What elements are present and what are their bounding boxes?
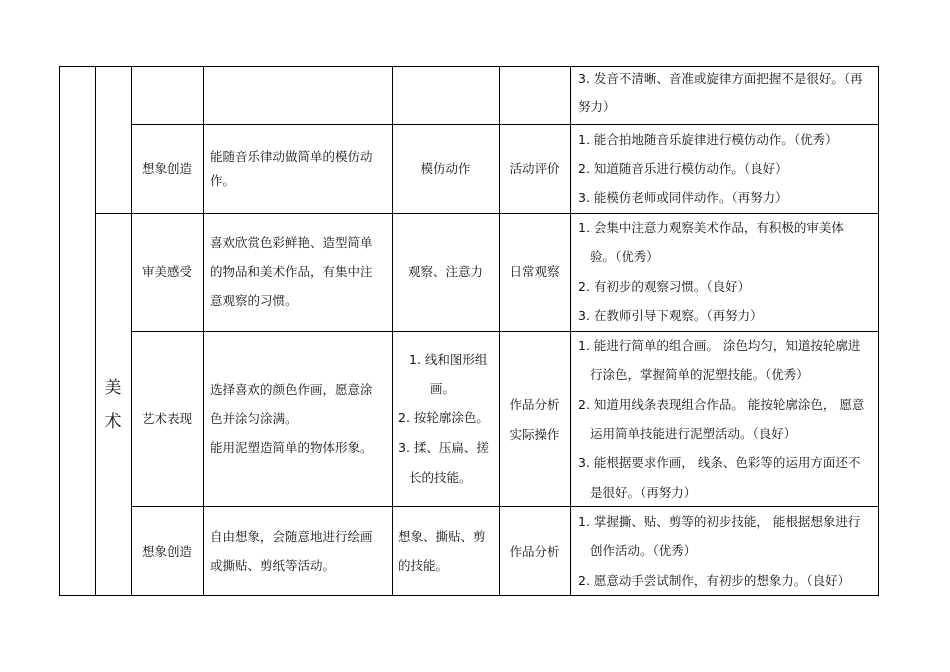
row-divider: [95, 213, 879, 214]
goal-line: 意观察的习惯。: [210, 293, 298, 308]
criteria-line: 1. 会集中注意力观察美术作品，有积极的审美体: [578, 220, 844, 235]
focus-line: 画。: [430, 381, 456, 396]
goal-line: 喜欢欣赏色彩鲜艳、造型简单: [210, 235, 373, 250]
criteria-line: 2. 愿意动手尝试制作，有初步的想象力。（良好）: [578, 573, 851, 588]
criteria-line: 努力）: [578, 99, 616, 114]
method-line: 作品分析: [509, 397, 560, 412]
focus-line: 1. 线和图形组: [409, 352, 488, 367]
criteria-line: 1. 能合拍地随音乐旋律进行模仿动作。（优秀）: [578, 132, 838, 147]
focus-line: 长的技能。: [409, 470, 472, 485]
goal-line: 作。: [210, 173, 236, 188]
criteria-line: 3. 能根据要求作画， 线条、色彩等的运用方面还不: [578, 455, 861, 470]
sub-domain-label: 想象创造: [141, 544, 192, 559]
criteria-line: 2. 有初步的观察习惯。（良好）: [578, 279, 751, 294]
criteria-line: 验。（优秀）: [590, 249, 659, 264]
criteria-line: 2. 知道随音乐进行模仿动作。（良好）: [578, 161, 788, 176]
focus-text: 观察、注意力: [407, 264, 483, 279]
row-divider: [131, 506, 879, 507]
goal-line: 能用泥塑造简单的物体形象。: [210, 440, 373, 455]
method-text: 作品分析: [509, 544, 560, 559]
domain-label-char: 美: [104, 378, 122, 398]
criteria-line: 1. 掌握撕、贴、剪等的初步技能， 能根据想象进行: [578, 514, 861, 529]
sub-domain-label: 艺术表现: [141, 411, 192, 426]
criteria-line: 是很好。（再努力）: [590, 485, 697, 500]
criteria-line: 运用简单技能进行泥塑活动。（良好）: [590, 426, 797, 441]
domain-label-char: 术: [104, 412, 122, 432]
goal-line: 能随音乐律动做简单的模仿动: [210, 149, 373, 164]
criteria-line: 创作活动。（优秀）: [590, 543, 697, 558]
criteria-line: 3. 发音不清晰、音准或旋律方面把握不是很好。（再: [578, 71, 863, 86]
row-divider: [131, 331, 879, 332]
table-border-bottom: [59, 595, 879, 596]
criteria-line: 行涂色，掌握简单的泥塑技能。（优秀）: [590, 367, 809, 382]
goal-line: 或撕贴、剪纸等活动。: [210, 558, 336, 573]
sub-domain-label: 审美感受: [141, 264, 192, 279]
focus-line: 想象、撕贴、剪: [398, 529, 486, 544]
goal-line: 色并涂匀涂满。: [210, 411, 298, 426]
focus-line: 的技能。: [398, 558, 449, 573]
criteria-line: 3. 在教师引导下观察。（再努力）: [578, 308, 763, 323]
criteria-line: 2. 知道用线条表现组合作品。 能按轮廓涂色， 愿意: [578, 397, 865, 412]
goal-line: 选择喜欢的颜色作画，愿意涂: [210, 382, 373, 397]
focus-text: 模仿动作: [420, 161, 471, 176]
method-text: 活动评价: [509, 161, 560, 176]
method-line: 实际操作: [509, 427, 560, 442]
focus-line: 3. 揉、压扁、搓: [398, 440, 489, 455]
row-divider: [131, 124, 879, 125]
criteria-line: 1. 能进行简单的组合画。 涂色均匀，知道按轮廓进: [578, 338, 861, 353]
goal-line: 的物品和美术作品，有集中注: [210, 264, 373, 279]
table-border-left: [59, 66, 60, 596]
goal-line: 自由想象，会随意地进行绘画: [210, 529, 373, 544]
sub-domain-label: 想象创造: [141, 161, 192, 176]
criteria-line: 3. 能模仿老师或同伴动作。（再努力）: [578, 190, 788, 205]
column-divider: [95, 66, 96, 596]
method-text: 日常观察: [509, 264, 560, 279]
focus-line: 2. 按轮廓涂色。: [398, 410, 489, 425]
